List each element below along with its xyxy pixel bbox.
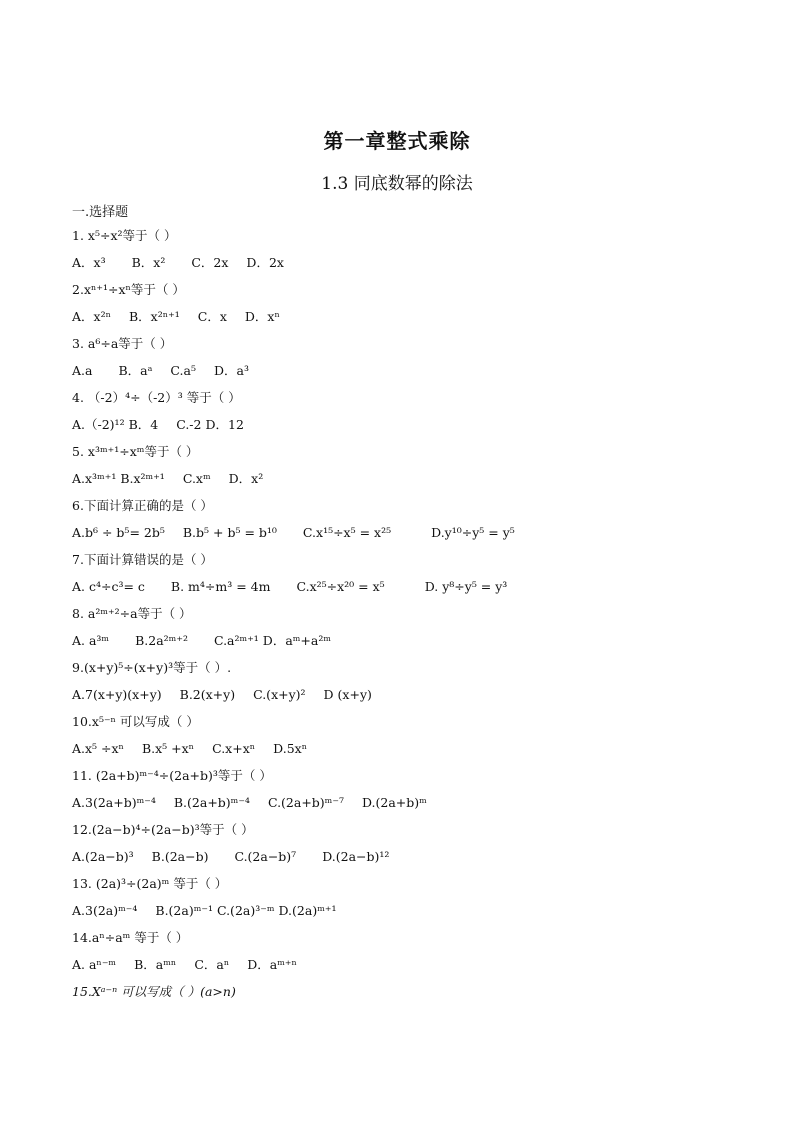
options-14: A. aⁿ⁻ᵐ B．aᵐⁿ C．aⁿ D．aᵐ⁺ⁿ	[72, 957, 297, 972]
options-5: A.x³ᵐ⁺¹ B.x²ᵐ⁺¹ C.xᵐ D．x²	[72, 471, 264, 486]
question-6: 6.下面计算正确的是（ ）	[72, 498, 213, 513]
question-list	[72, 228, 752, 1011]
options-1: A．x³ B．x² C．2x D．2x	[72, 255, 284, 270]
options-3: A.a B．aᵃ C.a⁵ D．a³	[72, 363, 249, 378]
options-13: A.3(2a)ᵐ⁻⁴ B.(2a)ᵐ⁻¹ C.(2a)³⁻ᵐ D.(2a)ᵐ⁺¹	[72, 903, 337, 918]
question-10: 10.x⁵⁻ⁿ 可以写成（ ）	[72, 714, 199, 729]
question-9: 9.(x+y)⁵÷(x+y)³等于（ ）.	[72, 660, 232, 675]
question-1: 1. x⁵÷x²等于（ ）	[72, 228, 177, 243]
options-6: A.b⁶ ÷ b⁵= 2b⁵ B.b⁵ + b⁵ = b¹⁰ C.x¹⁵÷x⁵ = x²⁵ D.y¹⁰÷y⁵ = y⁵	[72, 525, 515, 540]
question-7: 7.下面计算错误的是（ ）	[72, 552, 213, 567]
question-11: 11. (2a+b)ᵐ⁻⁴÷(2a+b)³等于（ ）	[72, 768, 272, 783]
question-8: 8. a²ᵐ⁺²÷a等于（ ）	[72, 606, 192, 621]
options-11: A.3(2a+b)ᵐ⁻⁴ B.(2a+b)ᵐ⁻⁴ C.(2a+b)ᵐ⁻⁷ D.(2a+b)ᵐ	[72, 795, 427, 810]
section-subtitle: 1.3 同底数幂的除法	[321, 174, 473, 194]
page-title: 第一章整式乘除	[323, 129, 471, 153]
section-heading: 一.选择题	[72, 205, 129, 220]
question-3: 3. a⁶÷a等于（ ）	[72, 336, 173, 351]
question-13: 13. (2a)³÷(2a)ᵐ 等于（ ）	[72, 876, 228, 891]
options-10: A.x⁵ ÷xⁿ B.x⁵ +xⁿ C.x+xⁿ D.5xⁿ	[72, 741, 308, 756]
question-12: 12.(2a−b)⁴÷(2a−b)³等于（ ）	[72, 822, 254, 837]
options-4: A.（-2)¹² B．4 C.-2 D．12	[72, 417, 244, 432]
options-9: A.7(x+y)(x+y) B.2(x+y) C.(x+y)² D (x+y)	[72, 687, 372, 702]
options-12: A.(2a−b)³ B.(2a−b) C.(2a−b)⁷ D.(2a−b)¹²	[72, 849, 390, 864]
question-4: 4. （-2）⁴÷（-2）³ 等于（ ）	[72, 390, 241, 405]
question-2: 2.xⁿ⁺¹÷xⁿ等于（ ）	[72, 282, 185, 297]
options-8: A. a³ᵐ B.2a²ᵐ⁺² C.a²ᵐ⁺¹ D．aᵐ+a²ᵐ	[72, 633, 332, 648]
options-2: A．x²ⁿ B．x²ⁿ⁺¹ C．x D．xⁿ	[72, 309, 280, 324]
question-15: 15.Xᵃ⁻ⁿ 可以写成（ ）(a>n)	[72, 984, 236, 999]
question-14: 14.aⁿ÷aᵐ 等于（ ）	[72, 930, 189, 945]
options-7: A. c⁴÷c³= c B. m⁴÷m³ = 4m C.x²⁵÷x²⁰ = x⁵ D. y⁸÷y⁵ = y³	[72, 579, 508, 594]
question-5: 5. x³ᵐ⁺¹÷xᵐ等于（ ）	[72, 444, 199, 459]
